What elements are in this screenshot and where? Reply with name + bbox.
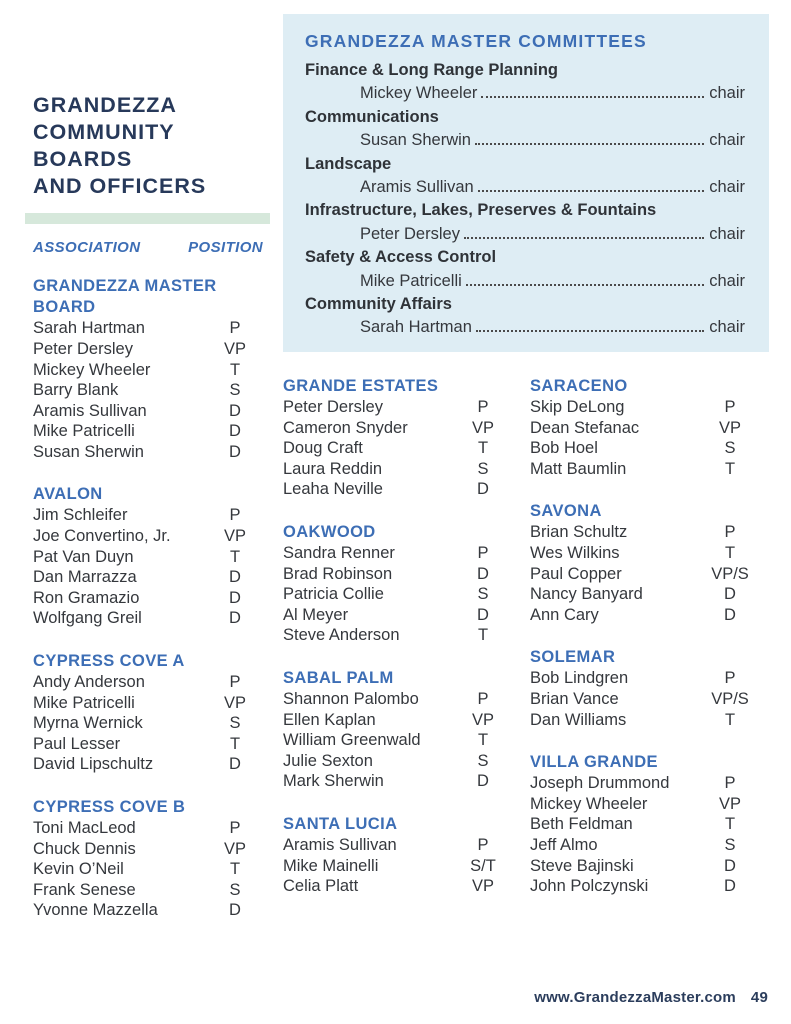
position-header: POSITION [188,239,263,257]
board-member-row [530,668,758,689]
committee-chair-name: Sarah Hartman [360,318,472,337]
member-name: Frank Senese [33,880,136,899]
board-member-row [33,839,263,860]
board-name: CYPRESS COVE B [33,798,186,816]
member-name: Joseph Drummond [530,774,670,793]
member-name: Matt Baumlin [530,459,627,478]
board-section [283,522,511,646]
committee-chair-name: Aramis Sullivan [360,178,474,197]
member-position: P [477,398,489,416]
member-name: Patricia Collie [283,585,384,604]
left-column [33,92,263,943]
member-name: Paul Lesser [33,734,121,753]
dotted-leader [481,96,704,98]
board-member-row [283,710,511,731]
board-member-row [530,814,758,835]
member-position: S [724,835,736,854]
board-member-row [530,459,758,480]
board-member-row [530,438,758,459]
page-title-line-1: GRANDEZZA [33,93,177,117]
member-name: Dean Stefanac [530,418,640,437]
member-name: Bob Lindgren [530,669,629,688]
board-member-row [33,880,263,901]
member-position: D [229,422,241,441]
board-member-row [33,588,263,609]
board-member-list [33,818,263,921]
board-section [530,752,758,897]
board-member-row [283,479,511,500]
member-position: VP [718,794,741,813]
board-member-row [530,543,758,564]
board-section [283,814,511,897]
member-position: D [229,609,241,628]
member-position: VP [223,339,246,358]
board-name: SANTA LUCIA [283,814,398,833]
board-name: SARACENO [530,377,628,395]
member-name: Aramis Sullivan [283,835,397,854]
board-member-row [33,818,263,839]
board-member-row [33,360,263,381]
member-position: P [477,543,489,562]
board-member-row [283,397,511,418]
committee-chair-row [305,82,745,105]
column-headers [33,239,263,256]
board-member-row [283,584,511,605]
member-name: Celia Platt [283,877,359,896]
board-member-list [530,668,758,730]
member-name: Shannon Palombo [283,689,419,708]
member-position: D [229,901,241,920]
board-member-row [283,835,511,856]
member-name: Cameron Snyder [283,418,408,437]
board-member-row [283,856,511,877]
board-member-row [33,754,263,775]
committee-entry [305,246,745,293]
board-member-row [33,526,263,547]
board-member-row [530,584,758,605]
member-name: Wes Wilkins [530,543,620,562]
board-member-row [530,856,758,877]
board-section [530,376,758,479]
board-member-row [283,605,511,626]
member-position: D [477,564,489,583]
title-divider [25,213,270,224]
member-position: P [477,835,489,854]
member-position: VP [471,418,494,437]
member-name: Beth Feldman [530,815,633,834]
page-title-line-2: COMMUNITY BOARDS [33,120,175,172]
member-name: John Polczynski [530,877,649,896]
member-position: D [229,442,241,461]
member-position: VP [471,877,494,896]
board-member-row [283,771,511,792]
member-name: Brian Schultz [530,523,628,542]
member-position: T [724,710,736,729]
member-name: David Lipschultz [33,755,154,774]
chair-label: chair [709,131,745,150]
board-member-row [283,625,511,646]
board-member-row [33,339,263,360]
committee-name: Community Affairs [305,295,452,314]
board-name: GRANDEZZA MASTER BOARD [33,277,217,317]
member-position: VP [223,839,246,858]
board-member-row [33,505,263,526]
member-position: T [724,459,736,478]
member-position: VP [223,693,246,712]
board-member-list [33,505,263,629]
member-name: Susan Sherwin [33,442,144,461]
board-member-row [530,418,758,439]
member-position: D [477,480,489,499]
board-member-list [283,835,511,897]
board-member-row [530,835,758,856]
member-position: D [724,856,736,875]
association-header: ASSOCIATION [33,239,141,257]
board-section [283,376,511,500]
board-member-row [33,380,263,401]
member-name: Aramis Sullivan [33,401,147,420]
board-member-row [283,438,511,459]
board-section [530,501,758,625]
board-section [33,797,263,921]
member-name: Steve Bajinski [530,856,634,875]
boards-col-right [530,376,758,919]
member-position: D [229,568,241,587]
board-member-row [33,734,263,755]
member-name: Mike Patricelli [33,422,135,441]
member-name: Joe Convertino, Jr. [33,527,171,546]
member-name: Bob Hoel [530,439,598,458]
member-position: P [229,673,241,692]
member-name: Peter Dersley [33,339,133,358]
member-name: Ellen Kaplan [283,710,376,729]
member-position: T [477,439,489,458]
member-name: Mark Sherwin [283,772,384,791]
member-name: Mickey Wheeler [530,794,648,813]
member-position: T [724,543,736,562]
page-title [33,92,263,200]
committee-name: Communications [305,107,439,126]
member-name: Yvonne Mazzella [33,901,158,920]
committee-entry [305,153,745,200]
committee-entry [305,199,745,246]
member-name: Brad Robinson [283,564,393,583]
member-name: Dan Marrazza [33,568,137,587]
committees-box [283,14,769,352]
board-member-row [530,564,758,585]
board-name: SABAL PALM [283,668,394,687]
committees-list [305,59,745,340]
board-name: SAVONA [530,502,602,521]
committee-chair-row [305,129,745,152]
board-section [283,668,511,792]
board-member-row [283,459,511,480]
member-position: P [724,669,736,688]
board-name: SOLEMAR [530,648,616,667]
board-member-row [33,672,263,693]
member-position: P [229,506,241,525]
board-member-row [283,689,511,710]
board-member-list [33,318,263,462]
board-member-list [530,773,758,897]
board-member-row [33,547,263,568]
member-position: T [477,731,489,750]
board-member-row [283,751,511,772]
member-name: Mike Patricelli [33,693,135,712]
board-member-row [530,522,758,543]
committee-entry [305,293,745,340]
board-member-row [33,421,263,442]
committee-chair-name: Peter Dersley [360,224,460,243]
member-name: Doug Craft [283,439,363,458]
dotted-leader [475,143,704,145]
footer-page-number: 49 [750,989,768,1006]
member-name: Nancy Banyard [530,585,643,604]
member-position: D [724,877,736,896]
member-name: Jim Schleifer [33,506,128,525]
member-name: Skip DeLong [530,398,625,416]
member-position: S [724,439,736,458]
member-position: VP [471,710,494,729]
board-member-row [530,605,758,626]
board-member-row [530,710,758,731]
board-name: GRANDE ESTATES [283,377,439,395]
member-position: P [724,398,736,416]
dotted-leader [476,330,704,332]
member-name: Julie Sexton [283,751,373,770]
committee-name: Infrastructure, Lakes, Preserves & Fountains [305,201,657,220]
member-position: S [229,714,241,733]
board-member-list [530,397,758,479]
committee-chair-row [305,176,745,199]
board-member-row [530,397,758,418]
member-position: P [229,819,241,837]
member-position: T [229,360,241,379]
committee-name: Landscape [305,154,392,173]
chair-label: chair [709,318,745,337]
member-position: S/T [470,856,496,875]
board-member-row [33,713,263,734]
member-name: Sandra Renner [283,543,395,562]
member-name: Mickey Wheeler [33,360,151,379]
dotted-leader [464,237,704,239]
member-name: Al Meyer [283,605,349,624]
board-member-row [33,318,263,339]
member-name: Barry Blank [33,381,119,400]
board-name: AVALON [33,485,103,504]
member-position: D [724,585,736,604]
committees-title: GRANDEZZA MASTER COMMITTEES [305,31,647,51]
committee-entry [305,106,745,153]
member-name: Mike Mainelli [283,856,379,875]
member-position: S [229,880,241,899]
board-member-row [283,876,511,897]
member-name: Myrna Wernick [33,714,143,733]
committee-chair-row [305,270,745,293]
board-member-row [530,689,758,710]
chair-label: chair [709,84,745,103]
member-position: S [477,751,489,770]
member-position: P [724,523,736,542]
board-member-row [283,543,511,564]
dotted-leader [466,284,704,286]
member-name: Peter Dersley [283,398,383,416]
boards-col-left [33,276,263,921]
member-position: D [477,605,489,624]
board-member-list [33,672,263,775]
member-name: Pat Van Duyn [33,547,134,566]
member-name: Dan Williams [530,710,627,729]
board-member-row [33,567,263,588]
board-member-list [283,397,511,500]
board-member-row [33,401,263,422]
page-footer [534,989,768,1006]
board-section [33,484,263,629]
member-position: T [229,860,241,879]
member-name: Andy Anderson [33,673,145,692]
member-position: D [724,605,736,624]
chair-label: chair [709,224,745,243]
board-member-row [283,564,511,585]
member-position: D [229,401,241,420]
board-section [33,651,263,775]
board-member-row [530,794,758,815]
board-member-row [33,693,263,714]
member-position: S [229,381,241,400]
board-member-row [283,730,511,751]
committee-name: Safety & Access Control [305,248,497,267]
board-member-row [33,442,263,463]
board-member-list [530,522,758,625]
member-position: T [229,547,241,566]
committee-name: Finance & Long Range Planning [305,61,559,79]
chair-label: chair [709,178,745,197]
board-name: OAKWOOD [283,522,376,541]
dotted-leader [478,190,705,192]
board-member-list [283,689,511,792]
committee-chair-name: Susan Sherwin [360,131,471,150]
member-position: S [477,459,489,478]
board-section [33,276,263,462]
member-position: VP [718,418,741,437]
board-member-row [33,859,263,880]
member-position: T [229,734,241,753]
footer-website-link[interactable]: www.GrandezzaMaster.com [534,989,736,1006]
member-position: P [724,774,736,793]
page-title-line-3: AND OFFICERS [33,174,207,199]
member-position: VP/S [711,564,749,583]
member-name: Wolfgang Greil [33,609,142,628]
member-position: VP [223,527,246,546]
member-name: Sarah Hartman [33,319,145,338]
member-name: Brian Vance [530,689,619,708]
board-member-row [33,900,263,921]
member-position: VP/S [711,689,749,708]
committee-chair-name: Mike Patricelli [360,271,462,290]
board-name: CYPRESS COVE A [33,652,185,671]
member-position: S [477,585,489,604]
member-name: Steve Anderson [283,626,400,645]
member-name: Leaha Neville [283,480,383,499]
member-name: William Greenwald [283,731,421,750]
member-position: D [229,588,241,607]
member-name: Kevin O’Neil [33,860,124,879]
board-name: VILLA GRANDE [530,753,658,772]
committee-chair-row [305,316,745,339]
member-position: T [724,815,736,834]
member-name: Toni MacLeod [33,819,136,837]
committee-chair-name: Mickey Wheeler [360,84,478,103]
member-name: Paul Copper [530,564,622,583]
committee-entry [305,59,745,106]
member-position: P [477,689,489,708]
member-position: T [477,626,489,645]
chair-label: chair [709,271,745,290]
boards-col-middle [283,376,511,919]
board-member-list [283,543,511,646]
board-member-row [283,418,511,439]
member-name: Jeff Almo [530,835,598,854]
board-member-row [530,876,758,897]
board-section [530,647,758,730]
member-position: D [477,772,489,791]
member-name: Ann Cary [530,605,599,624]
member-name: Chuck Dennis [33,839,136,858]
member-position: D [229,755,241,774]
committee-chair-row [305,223,745,246]
member-name: Laura Reddin [283,459,383,478]
member-name: Ron Gramazio [33,588,140,607]
board-member-row [33,608,263,629]
board-member-row [530,773,758,794]
member-position: P [229,319,241,338]
